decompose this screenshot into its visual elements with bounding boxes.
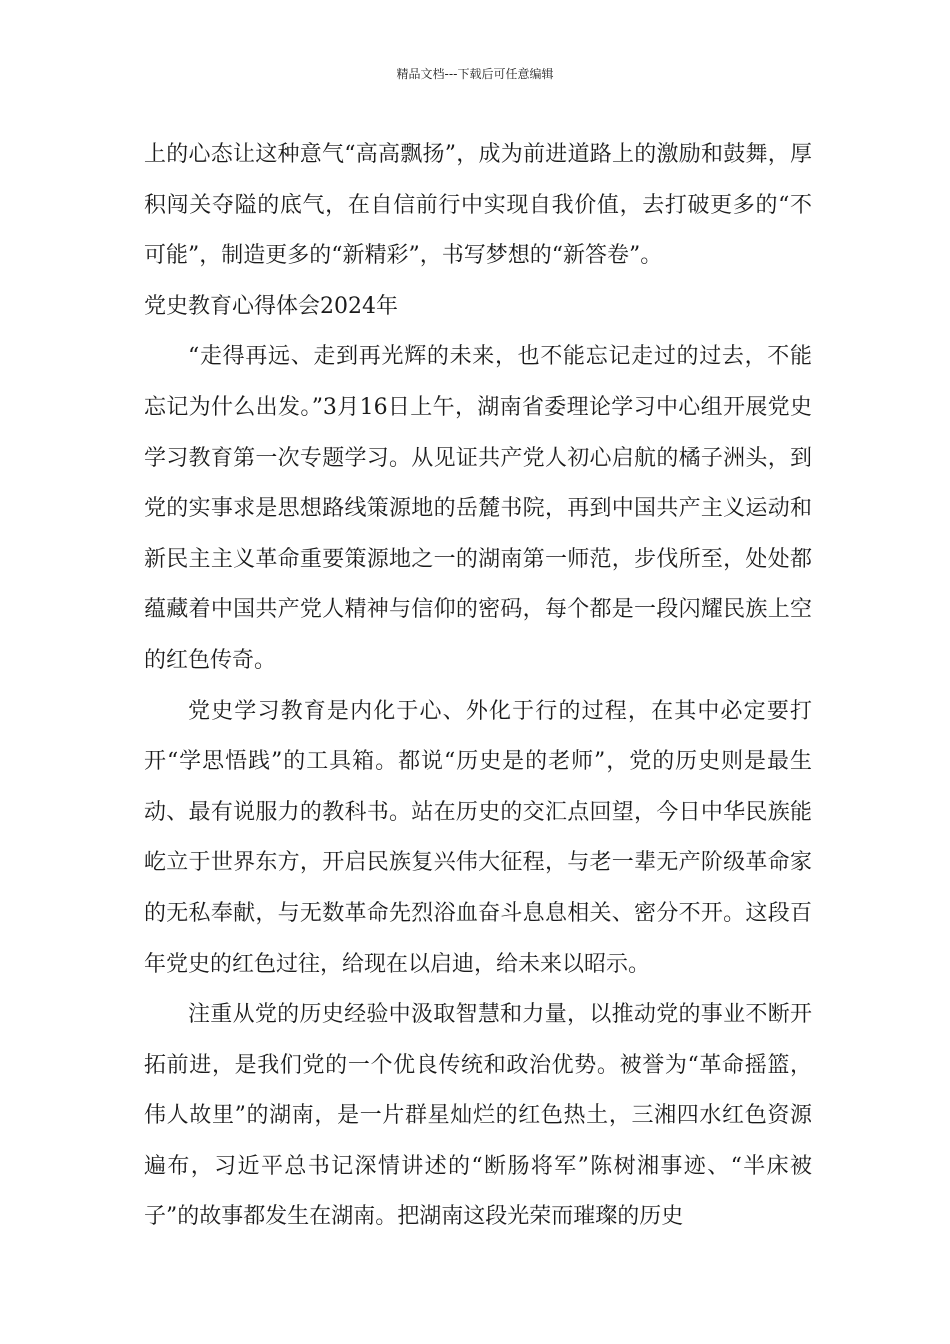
section-title: 党史教育心得体会2024年 (144, 293, 398, 319)
document-body (144, 130, 812, 1243)
paragraph: 注重从党的历史经验中汲取智慧和力量，以推动党的事业不断开拓前进，是我们党的一个优良传统和政治优势。被誉为“革命摇篮，伟人故里”的湖南，是一片群星灿烂的红色热土，三湘四水红色资源遍布，习近平总书记深情讲述的“断肠将军”陈树湘事迹、“半床被子”的故事都发生在湖南。把湖南这段光荣而璀璨的历史 (144, 1002, 812, 1230)
paragraph: 党史学习教育是内化于心、外化于行的过程，在其中必定要打开“学思悟践”的工具箱。都说“历史是的老师”，党的历史则是最生动、最有说服力的教科书。站在历史的交汇点回望，今日中华民族能屹立于世界东方，开启民族复兴伟大征程，与老一辈无产阶级革命家的无私奉献，与无数革命先烈浴血奋斗息息相关、密分不开。这段百年党史的红色过往，给现在以启迪，给未来以昭示。 (144, 698, 812, 977)
page-header: 精品文档---下载后可任意编辑 (396, 67, 554, 81)
paragraph-continuation: 上的心态让这种意气“高高飘扬”，成为前进道路上的激励和鼓舞，厚积闯关夺隘的底气，在自信前行中实现自我价值，去打破更多的“不可能”，制造更多的“新精彩”，书写梦想的“新答卷”。 (144, 142, 812, 269)
paragraph: “走得再远、走到再光辉的未来，也不能忘记走过的过去，不能忘记为什么出发。”3月16日上午，湖南省委理论学习中心组开展党史学习教育第一次专题学习。从见证共产党人初心启航的橘子洲头，到党的实事求是思想路线策源地的岳麓书院，再到中国共产主义运动和新民主主义革命重要策源地之一的湖南第一师范，步伐所至，处处都蕴藏着中国共产党人精神与信仰的密码，每个都是一段闪耀民族上空的红色传奇。 (144, 344, 812, 673)
